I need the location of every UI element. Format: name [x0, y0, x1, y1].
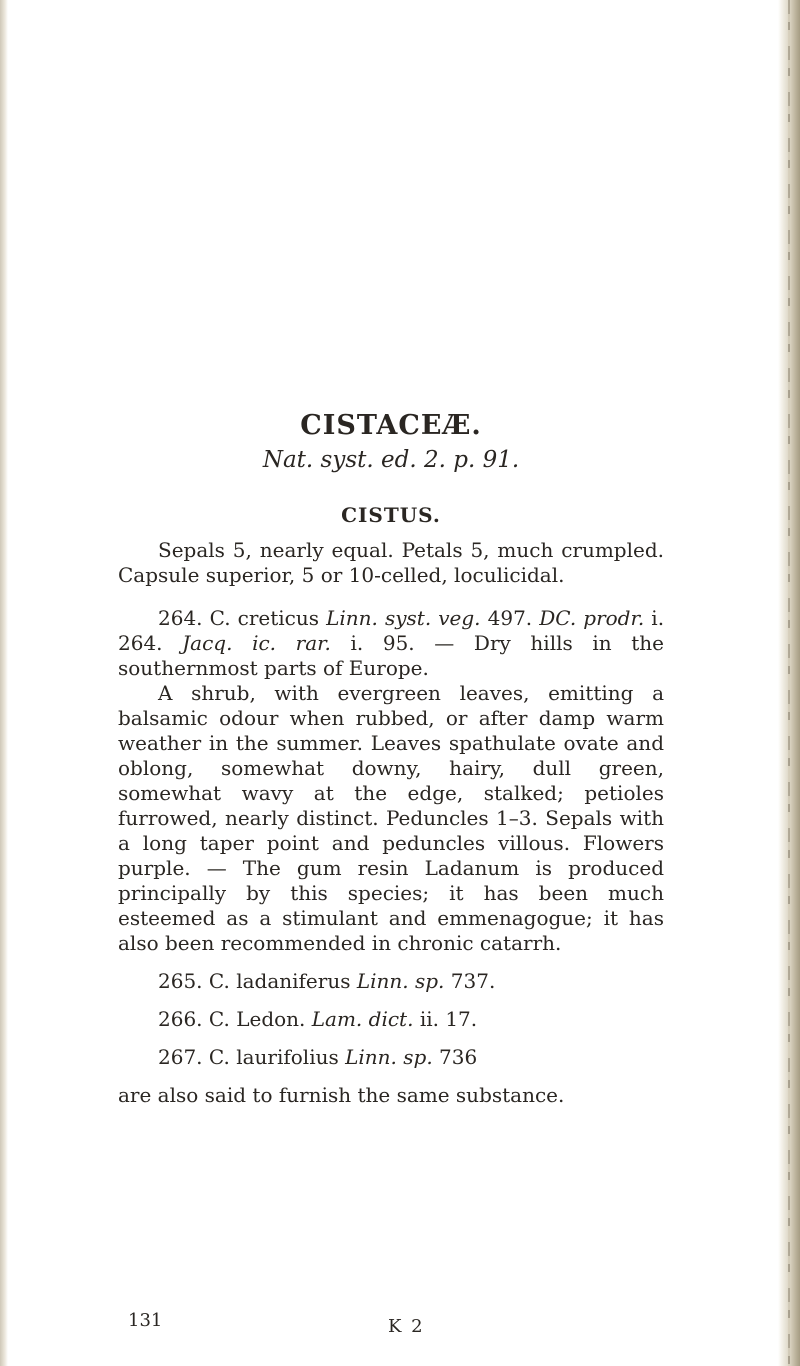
species-264-description: A shrub, with evergreen leaves, emitting a balsamic odour when rubbed, or after damp warm weather in the summer. Leaves spathulate ovate and oblong, somewhat downy, hairy, dull green, somewhat wavy at the edge, stalked; petioles furrowed, nearly distinct. Peduncles 1–3. Sepals with a long taper point and peduncles villous. Flowers purple. — The gum resin Ladanum is produced principally by this species; it has been much esteemed as a stimulant and emmenagogue; it has also been recommended in chronic catarrh. — [118, 681, 664, 955]
folio-number: 131 — [128, 1310, 163, 1331]
species-author: Linn. — [356, 969, 409, 993]
family-heading: CISTACEÆ. — [300, 410, 482, 441]
species-author: Linn. — [326, 606, 378, 630]
species-number: 264. — [158, 606, 203, 630]
citation-work: sp. — [414, 969, 445, 993]
species-author: Linn. — [345, 1045, 397, 1069]
genus-description: Sepals 5, nearly equal. Petals 5, much crumpled. Capsule superior, 5 or 10-celled, loculicidal. — [118, 538, 664, 587]
scan-edge-right — [778, 0, 800, 1366]
citation-work: dict. — [368, 1007, 414, 1031]
species-number: 266. — [158, 1007, 203, 1031]
citation-work: sp. — [403, 1045, 433, 1069]
citation-page: ii. 17. — [419, 1007, 478, 1031]
species-habitat: — Dry hills in the southernmost parts of Europe. — [118, 631, 665, 680]
page-text — [118, 410, 664, 1108]
citation-work: Jacq. ic. rar. — [182, 631, 331, 655]
species-name: C. ladaniferus — [208, 969, 351, 993]
species-number: 267. — [158, 1045, 203, 1069]
signature-mark: K 2 — [388, 1316, 425, 1337]
genus-heading: CISTUS. — [341, 503, 441, 527]
citation-page: 737. — [450, 969, 496, 993]
species-number: 265. — [158, 969, 203, 993]
species-267-line — [118, 1045, 664, 1070]
scan-edge-left — [0, 0, 8, 1366]
species-name: C. creticus — [209, 606, 319, 630]
species-265-line — [118, 969, 664, 994]
citation-work: DC. prodr. — [539, 606, 645, 630]
citation-page: 497. — [487, 606, 533, 630]
species-name: C. Ledon. — [208, 1007, 306, 1031]
species-264-heading — [118, 606, 664, 681]
citation-work: syst. veg. — [384, 606, 481, 630]
citation-page: i. 264. — [118, 606, 665, 655]
species-name: C. laurifolius — [208, 1045, 339, 1069]
citation-page: i. 95. — [350, 631, 415, 655]
species-266-line — [118, 1007, 664, 1032]
closing-sentence: are also said to furnish the same substance. — [118, 1083, 565, 1107]
citation-page: 736 — [439, 1045, 478, 1069]
species-author: Lam. — [311, 1007, 363, 1031]
family-reference: Nat. syst. ed. 2. p. 91. — [262, 447, 520, 473]
